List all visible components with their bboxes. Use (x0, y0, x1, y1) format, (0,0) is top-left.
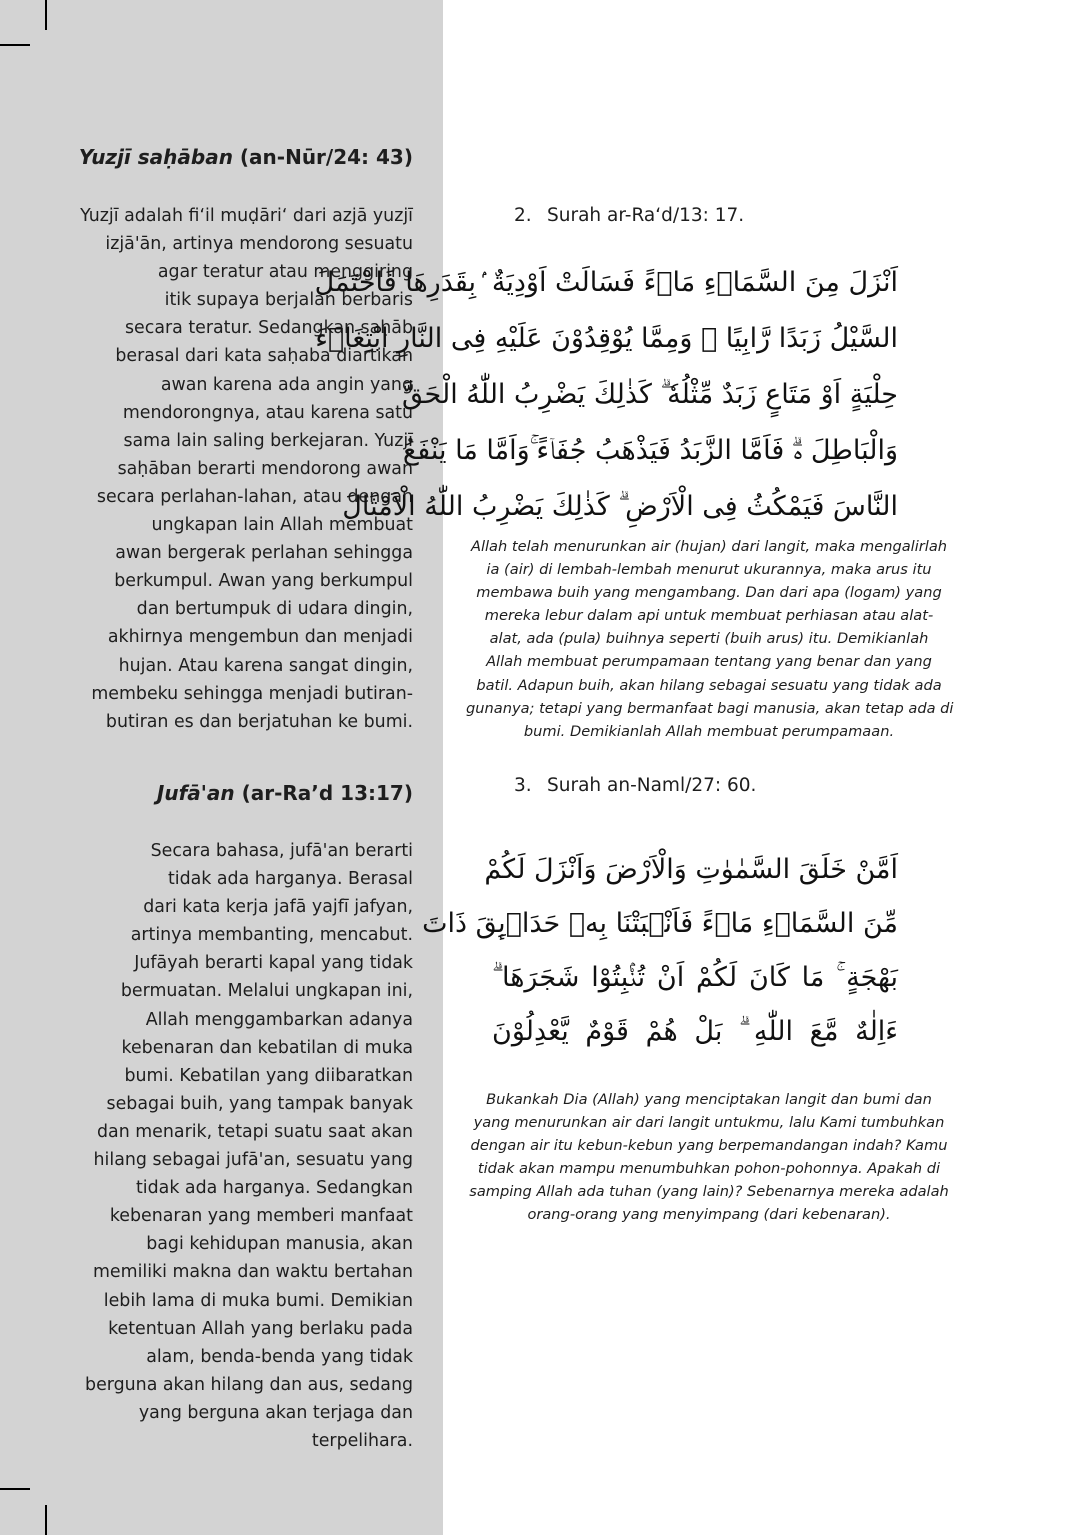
surah-item-ar-rad (514, 205, 744, 226)
arabic-line: ءَاِلٰهٌ مَّعَ اللّٰهِ ۗ بَلْ هُمْ قَوْمٌ يَّعْدِلُوْنَ (492, 1016, 898, 1047)
text-line: alam, benda-benda yang tidak (146, 1346, 413, 1367)
section-heading-yuzji (79, 145, 413, 169)
translation-line: membawa buih yang mengambang. Dan dari apa (logam) yang (476, 584, 942, 602)
item-title: Surah an-Naml/27: 60. (547, 775, 757, 796)
text-line: tidak ada harganya. Sedangkan (135, 1178, 413, 1199)
text-line: dan bertumpuk di udara dingin, (136, 599, 413, 620)
arabic-line: بَهْجَةٍ ۚ مَا كَانَ لَكُمْ اَنْ تُنْۢبِتُوْا شَجَرَهَا ۗ (492, 962, 898, 993)
text-line: sebagai buih, yang tampak banyak (106, 1093, 413, 1114)
translation-line: Allah membuat perumpamaan tentang yang benar dan yang (486, 653, 932, 671)
text-line: bagi kehidupan manusia, akan (146, 1234, 413, 1255)
item-number: 2. (514, 205, 532, 226)
surah-item-an-naml (514, 775, 756, 796)
text-line: Jufāyah berarti kapal yang tidak (134, 953, 413, 974)
text-line: terpelihara. (311, 1430, 413, 1451)
text-line: Yuzjī adalah fi‘il muḍāri‘ dari azjā yuzjī (80, 206, 413, 226)
text-line: Allah menggambarkan adanya (145, 1009, 413, 1030)
translation-line: Allah telah menurunkan air (hujan) dari langit, maka mengalirlah (470, 538, 948, 555)
item-title: Surah ar-Ra‘d/13: 17. (547, 205, 745, 226)
text-line: sama lain saling berkejaran. Yuzjī (123, 430, 413, 451)
text-line: secara teratur. Sedangkan saḥāb (125, 318, 413, 339)
arabic-line: مِّنَ السَّمَاۤءِ مَاۤءً فَاَنْۢبَتْنَا بِهٖ حَدَاۤىِٕقَ ذَاتَ (422, 908, 898, 939)
translation-line: dengan air itu kebun-kebun yang berpemandangan indah? Kamu (470, 1137, 948, 1155)
text-line: akhirnya mengembun dan menjadi (107, 627, 413, 648)
text-line: lebih lama di muka bumi. Demikian (103, 1290, 413, 1311)
text-line: ungkapan lain Allah membuat (151, 515, 413, 536)
translation-line: batil. Adapun buih, akan hilang sebagai sesuatu yang tidak ada (476, 676, 942, 694)
translation-line: Bukankah Dia (Allah) yang menciptakan langit dan bumi dan (486, 1091, 932, 1108)
text-line: membeku sehingga menjadi butiran- (91, 683, 413, 704)
text-line: itik supaya berjalan berbaris (164, 290, 413, 311)
text-line: butiran es dan berjatuhan ke bumi. (105, 711, 413, 732)
text-line: artinya membanting, mencabut. (130, 925, 413, 946)
translation-line: gunanya; tetapi yang bermanfaat bagi manusia, akan tetap ada di (466, 699, 954, 717)
text-line: dan menarik, tetapi suatu saat akan (97, 1121, 413, 1142)
text-line: awan bergerak perlahan sehingga (115, 543, 413, 564)
text-line: tidak ada harganya. Berasal (167, 869, 413, 890)
translation-line: orang-orang yang menyimpang (dari kebenaran). (527, 1206, 891, 1224)
crop-mark-bottom-horizontal (0, 1488, 30, 1490)
translation-line: mereka lebur dalam api untuk membuat perhiasan atau alat- (484, 607, 934, 625)
text-line: berkumpul. Awan yang berkumpul (114, 571, 413, 592)
text-line: ketentuan Allah yang berlaku pada (108, 1318, 413, 1339)
translation-line: bumi. Demikianlah Allah membuat perumpamaan. (523, 722, 895, 740)
arabic-line: اَمَّنْ خَلَقَ السَّمٰوٰتِ وَالْاَرْضَ وَاَنْزَلَ لَكُمْ (484, 854, 898, 885)
text-line: yang berguna akan terjaga dan (138, 1402, 413, 1423)
text-line: hilang sebagai jufā'an, sesuatu yang (93, 1150, 413, 1171)
heading-term: Yuzjī saḥāban (78, 145, 233, 169)
text-line: kebenaran dan kebatilan di muka (121, 1037, 413, 1058)
translation-line: yang menurunkan air dari langit untukmu, lalu Kami tumbuhkan (473, 1114, 945, 1132)
arabic-line: حِلْيَةٍ اَوْ مَتَاعٍ زَبَدٌ مِّثْلُهٗ ۗ كَذٰلِكَ يَضْرِبُ اللّٰهُ الْحَقَّ (402, 379, 898, 410)
heading-reference: (an-Nūr/24: 43) (239, 145, 413, 169)
translation-ar-rad (466, 535, 952, 743)
text-line: Secara bahasa, jufā'an berarti (150, 841, 413, 861)
text-line: izjā'ān, artinya mendorong sesuatu (105, 234, 413, 255)
text-line: saḥāban berarti mendorong awan (117, 458, 413, 479)
arabic-line: وَالْبَاطِلَ ەۗ فَاَمَّا الزَّبَدُ فَيَذْهَبُ جُفَاۤءً ۚوَاَمَّا مَا يَنْفَعُ (402, 435, 898, 466)
text-line: agar teratur atau menggiring (157, 262, 413, 283)
text-line: berguna akan hilang dan aus, sedang (85, 1374, 413, 1395)
text-line: hujan. Atau karena sangat dingin, (118, 655, 413, 676)
item-number: 3. (514, 775, 532, 796)
arabic-line: السَّيْلُ زَبَدًا رَّابِيًا ۗ وَمِمَّا يُوْقِدُوْنَ عَلَيْهِ فِى النَّارِ ابْتِغَاۤءَ (315, 323, 898, 354)
heading-term: Jufā'an (156, 781, 235, 805)
translation-line: ia (air) di lembah-lembah menurut ukurannya, maka arus itu (486, 561, 932, 579)
translation-line: alat, ada (pula) buihnya seperti (buih arus) itu. Demikianlah (489, 630, 929, 648)
paragraph-jufaan (73, 837, 413, 1455)
text-line: kebenaran yang memberi manfaat (109, 1206, 413, 1227)
section-heading-jufaan (157, 781, 413, 805)
crop-mark-top-horizontal (0, 44, 30, 46)
crop-mark-top-vertical (45, 0, 47, 30)
translation-line: samping Allah ada tuhan (yang lain)? Sebenarnya mereka adalah (469, 1183, 949, 1201)
arabic-verse-an-naml (422, 843, 898, 1059)
text-line: bermuatan. Melalui ungkapan ini, (120, 981, 413, 1002)
text-line: berasal dari kata saḥaba diartikan (115, 346, 413, 367)
arabic-line: النَّاسَ فَيَمْكُثُ فِى الْاَرْضِ ۗ كَذٰلِكَ يَضْرِبُ اللّٰهُ الْاَمْثَالَ (342, 491, 898, 522)
text-line: awan karena ada angin yang (160, 374, 413, 395)
text-line: memiliki makna dan waktu bertahan (92, 1262, 413, 1283)
arabic-verse-ar-rad (314, 255, 898, 535)
heading-reference: (ar-Ra’d 13:17) (241, 781, 413, 805)
text-line: secara perlahan-lahan, atau dengan (96, 486, 413, 507)
translation-an-naml (466, 1088, 952, 1227)
text-line: mendorongnya, atau karena satu (122, 402, 413, 423)
crop-mark-bottom-vertical (45, 1505, 47, 1535)
text-line: dari kata kerja jafā yajfī jafyan, (143, 897, 413, 918)
translation-line: tidak akan mampu menumbuhkan pohon-pohonnya. Apakah di (477, 1160, 941, 1178)
text-line: bumi. Kebatilan yang diibaratkan (124, 1065, 413, 1086)
arabic-line: اَنْزَلَ مِنَ السَّمَاۤءِ مَاۤءً فَسَالَتْ اَوْدِيَةٌ ۢبِقَدَرِهَا فَاحْتَمَلَ (314, 267, 898, 298)
